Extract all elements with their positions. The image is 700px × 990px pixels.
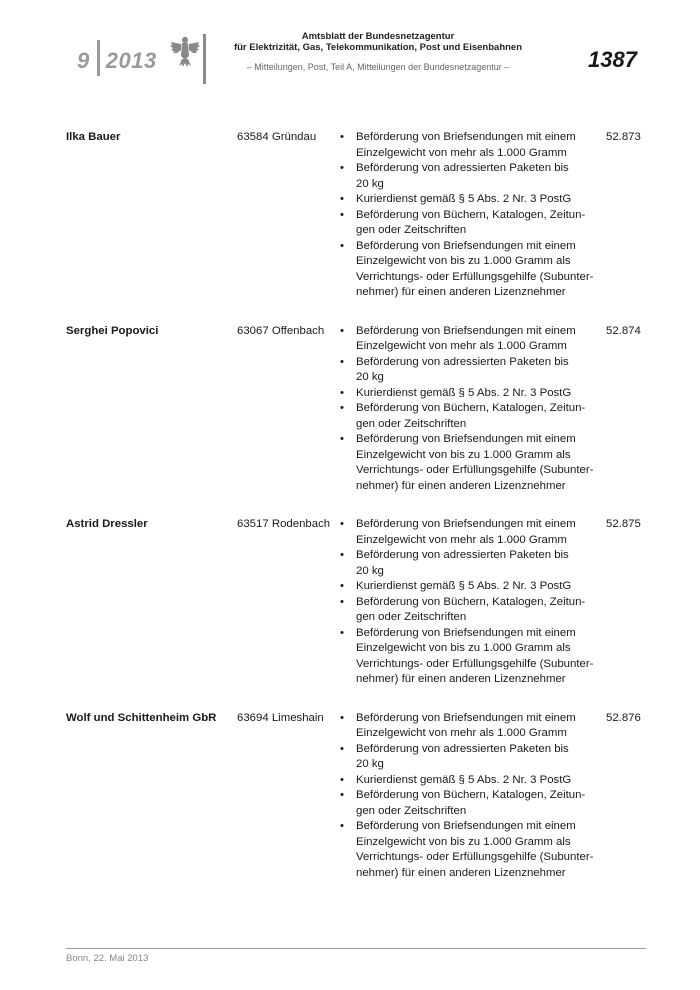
service-line: Einzelgewicht von bis zu 1.000 Gramm als bbox=[356, 448, 571, 461]
issue-divider bbox=[97, 40, 100, 76]
service-line: Beförderung von Briefsendungen mit einem bbox=[356, 626, 576, 639]
service-line: 20 kg bbox=[356, 564, 384, 577]
registration-number: 52.875 bbox=[606, 518, 641, 530]
service-line: Beförderung von adressierten Paketen bis bbox=[356, 355, 569, 368]
service-item bbox=[340, 401, 606, 432]
service-item bbox=[340, 595, 606, 626]
service-item bbox=[340, 742, 606, 773]
service-line: Einzelgewicht von bis zu 1.000 Gramm als bbox=[356, 642, 571, 654]
issue-number: 9 bbox=[77, 48, 90, 73]
service-line: Verrichtungs- oder Erfüllungsgehilfe (Subunter- bbox=[356, 657, 594, 670]
service-list bbox=[340, 711, 606, 882]
service-line: Einzelgewicht von bis zu 1.000 Gramm als bbox=[356, 835, 571, 848]
bullet-icon: • bbox=[340, 402, 344, 414]
service-item bbox=[340, 773, 606, 789]
service-line: Einzelgewicht von mehr als 1.000 Gramm bbox=[356, 533, 567, 546]
service-line: Verrichtungs- oder Erfüllungsgehilfe (Subunter- bbox=[356, 270, 594, 283]
service-line: Beförderung von Briefsendungen mit einem bbox=[356, 518, 576, 530]
service-line: Beförderung von Briefsendungen mit einem bbox=[356, 820, 576, 832]
bullet-icon: • bbox=[340, 386, 344, 399]
service-line: Kurierdienst gemäß § 5 Abs. 2 Nr. 3 PostG bbox=[356, 580, 572, 592]
bullet-icon: • bbox=[340, 549, 344, 561]
service-line: Beförderung von Büchern, Katalogen, Zeitun- bbox=[356, 789, 586, 801]
service-line: gen oder Zeitschriften bbox=[356, 224, 467, 236]
service-line: gen oder Zeitschriften bbox=[356, 417, 467, 430]
service-line: Beförderung von Büchern, Katalogen, Zeitun- bbox=[356, 402, 586, 414]
service-line: Einzelgewicht von mehr als 1.000 Gramm bbox=[356, 340, 567, 352]
service-item bbox=[340, 161, 606, 192]
service-line: Verrichtungs- oder Erfüllungsgehilfe (Subunter- bbox=[356, 851, 594, 863]
service-line: Beförderung von adressierten Paketen bis bbox=[356, 162, 569, 174]
bullet-icon: • bbox=[340, 208, 344, 221]
title-subtitle: – Mitteilungen, Post, Teil A, Mitteilungen der Bundesnetzagentur – bbox=[246, 62, 510, 72]
registration-number: 52.874 bbox=[606, 324, 641, 337]
service-line: Einzelgewicht von mehr als 1.000 Gramm bbox=[356, 146, 567, 159]
issue-year: 2013 bbox=[105, 48, 157, 73]
service-line: Einzelgewicht von mehr als 1.000 Gramm bbox=[356, 727, 567, 739]
service-item bbox=[340, 324, 606, 355]
service-line: gen oder Zeitschriften bbox=[356, 804, 467, 817]
bullet-icon: • bbox=[340, 773, 344, 786]
bullet-icon: • bbox=[340, 789, 344, 801]
licensee-name: Ilka Bauer bbox=[66, 131, 121, 143]
service-line: Beförderung von Briefsendungen mit einem bbox=[356, 324, 576, 337]
service-item bbox=[340, 192, 606, 208]
service-list bbox=[340, 517, 606, 688]
service-line: 20 kg bbox=[356, 177, 384, 190]
footer-date: Bonn, 22. Mai 2013 bbox=[66, 953, 149, 964]
service-line: Beförderung von Briefsendungen mit einem bbox=[356, 433, 576, 445]
service-item bbox=[340, 130, 606, 161]
licensee-location: 63067 Offenbach bbox=[237, 324, 325, 337]
title-line-2: für Elektrizität, Gas, Telekommunikation, Post und Eisenbahnen bbox=[233, 42, 523, 53]
bullet-icon: • bbox=[340, 580, 344, 592]
service-item bbox=[340, 386, 606, 402]
service-line: Beförderung von Briefsendungen mit einem bbox=[356, 131, 576, 143]
service-line: 20 kg bbox=[356, 758, 384, 770]
service-line: Verrichtungs- oder Erfüllungsgehilfe (Subunter- bbox=[356, 464, 594, 476]
service-line: gen oder Zeitschriften bbox=[356, 611, 467, 623]
page-number: 1387 bbox=[588, 47, 637, 72]
bullet-icon: • bbox=[340, 193, 344, 205]
service-item bbox=[340, 579, 606, 595]
service-item bbox=[340, 432, 606, 494]
bullet-icon: • bbox=[340, 595, 344, 608]
service-item bbox=[340, 239, 606, 301]
service-line: Beförderung von adressierten Paketen bis bbox=[356, 549, 569, 561]
service-item bbox=[340, 819, 606, 881]
federal-eagle-icon bbox=[170, 34, 200, 68]
service-line: Kurierdienst gemäß § 5 Abs. 2 Nr. 3 PostG bbox=[356, 773, 572, 786]
service-item bbox=[340, 208, 606, 239]
bullet-icon: • bbox=[340, 518, 344, 530]
service-line: nehmer) für einen anderen Lizenznehmer bbox=[356, 479, 566, 492]
licensee-name: Astrid Dressler bbox=[66, 518, 148, 530]
service-line: Beförderung von Briefsendungen mit einem bbox=[356, 239, 576, 252]
bullet-icon: • bbox=[340, 742, 344, 755]
bullet-icon: • bbox=[340, 324, 344, 337]
service-line: nehmer) für einen anderen Lizenznehmer bbox=[356, 866, 566, 879]
service-item bbox=[340, 548, 606, 579]
licensee-name: Wolf und Schittenheim GbR bbox=[66, 711, 217, 724]
bullet-icon: • bbox=[340, 626, 344, 639]
service-item bbox=[340, 711, 606, 742]
service-list bbox=[340, 130, 606, 301]
service-item bbox=[340, 788, 606, 819]
service-line: nehmer) für einen anderen Lizenznehmer bbox=[356, 673, 566, 685]
service-item bbox=[340, 626, 606, 688]
bullet-icon: • bbox=[340, 131, 344, 143]
service-item bbox=[340, 355, 606, 386]
service-item bbox=[340, 517, 606, 548]
title-line-1: Amtsblatt der Bundesnetzagentur bbox=[301, 31, 455, 42]
bullet-icon: • bbox=[340, 820, 344, 832]
bullet-icon: • bbox=[340, 162, 344, 174]
publication-title bbox=[200, 31, 556, 73]
issue-label bbox=[77, 48, 157, 76]
footer-divider bbox=[66, 948, 646, 949]
licensee-location: 63517 Rodenbach bbox=[237, 518, 331, 530]
bullet-icon: • bbox=[340, 711, 344, 724]
service-line: Einzelgewicht von bis zu 1.000 Gramm als bbox=[356, 255, 571, 267]
bullet-icon: • bbox=[340, 355, 344, 368]
bullet-icon: • bbox=[340, 433, 344, 445]
service-line: Beförderung von Büchern, Katalogen, Zeitun- bbox=[356, 208, 586, 221]
licensee-location: 63584 Gründau bbox=[237, 131, 317, 143]
page-header bbox=[0, 0, 700, 100]
licensee-name: Serghei Popovici bbox=[66, 324, 159, 337]
service-line: 20 kg bbox=[356, 371, 384, 383]
registration-number: 52.873 bbox=[606, 131, 641, 143]
service-list bbox=[340, 324, 606, 495]
licensee-location: 63694 Limeshain bbox=[237, 711, 324, 724]
service-line: Kurierdienst gemäß § 5 Abs. 2 Nr. 3 PostG bbox=[356, 386, 572, 399]
service-line: nehmer) für einen anderen Lizenznehmer bbox=[356, 286, 566, 298]
service-line: Beförderung von Büchern, Katalogen, Zeitun- bbox=[356, 595, 586, 608]
service-line: Beförderung von Briefsendungen mit einem bbox=[356, 711, 576, 724]
registration-number: 52.876 bbox=[606, 711, 641, 724]
bullet-icon: • bbox=[340, 239, 344, 252]
service-line: Beförderung von adressierten Paketen bis bbox=[356, 742, 569, 755]
service-line: Kurierdienst gemäß § 5 Abs. 2 Nr. 3 PostG bbox=[356, 193, 572, 205]
